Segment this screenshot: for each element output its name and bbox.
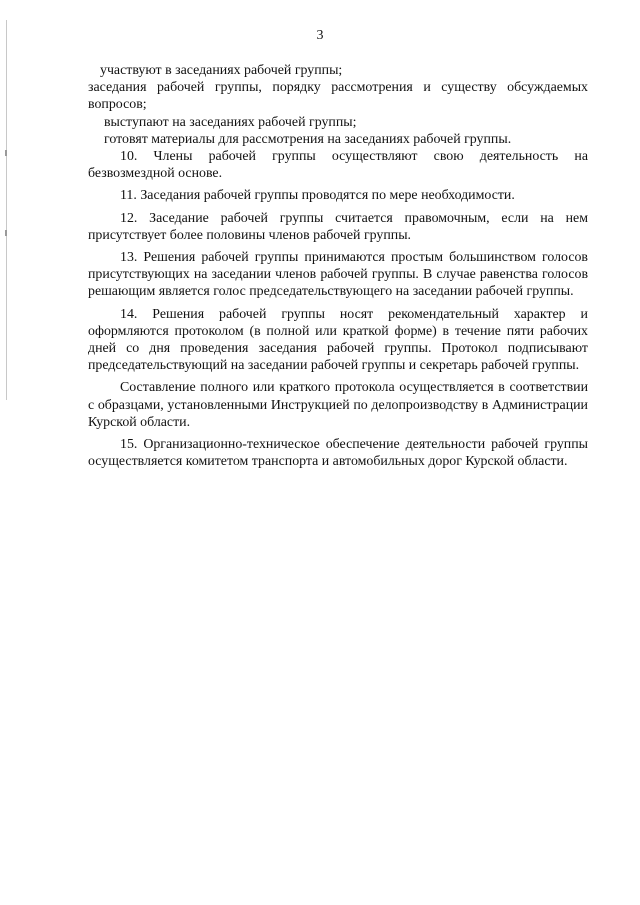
paragraph: готовят материалы для рассмотрения на заседаниях рабочей группы.: [104, 131, 512, 147]
page-number: 3: [316, 28, 324, 43]
paragraph: 14. Решения рабочей группы носят рекомендательный характер и оформляются протоколом (в полной или краткой форме) в течение пяти рабочих дней со дня проведения заседания рабочей группы. Протокол подписывают председательствующий на заседании рабочей группы и секретарь рабочей группы.: [88, 306, 588, 374]
paragraph: выступают на заседаниях рабочей группы;: [104, 114, 357, 130]
paragraph: 10. Члены рабочей группы осуществляют свою деятельность на безвозмездной основе.: [88, 149, 588, 182]
binding-hole-mark: [5, 230, 7, 236]
paragraph: заседания рабочей группы, порядку рассмотрения и существу обсуждаемых вопросов;: [88, 80, 588, 113]
binding-hole-mark: [5, 150, 7, 156]
binding-edge-mark: [6, 20, 7, 400]
document-body: [88, 62, 588, 470]
paragraph: участвуют в заседаниях рабочей группы;: [100, 63, 343, 78]
paragraph: 15. Организационно-техническое обеспечение деятельности рабочей группы осуществляется комитетом транспорта и автомобильных дорог Курской области.: [88, 437, 588, 470]
paragraph: 11. Заседания рабочей группы проводятся по мере необходимости.: [120, 188, 515, 204]
paragraph: 13. Решения рабочей группы принимаются простым большинством голосов присутствующих на заседании членов рабочей группы. В случае равенства голосов решающим является голос председательствующего на заседании рабочей группы.: [88, 250, 588, 300]
paragraph: Составление полного или краткого протокола осуществляется в соответствии с образцами, установленными Инструкцией по делопроизводству в Администрации Курской области.: [88, 380, 588, 430]
paragraph: 12. Заседание рабочей группы считается правомочным, если на нем присутствует более половины членов рабочей группы.: [88, 210, 588, 243]
